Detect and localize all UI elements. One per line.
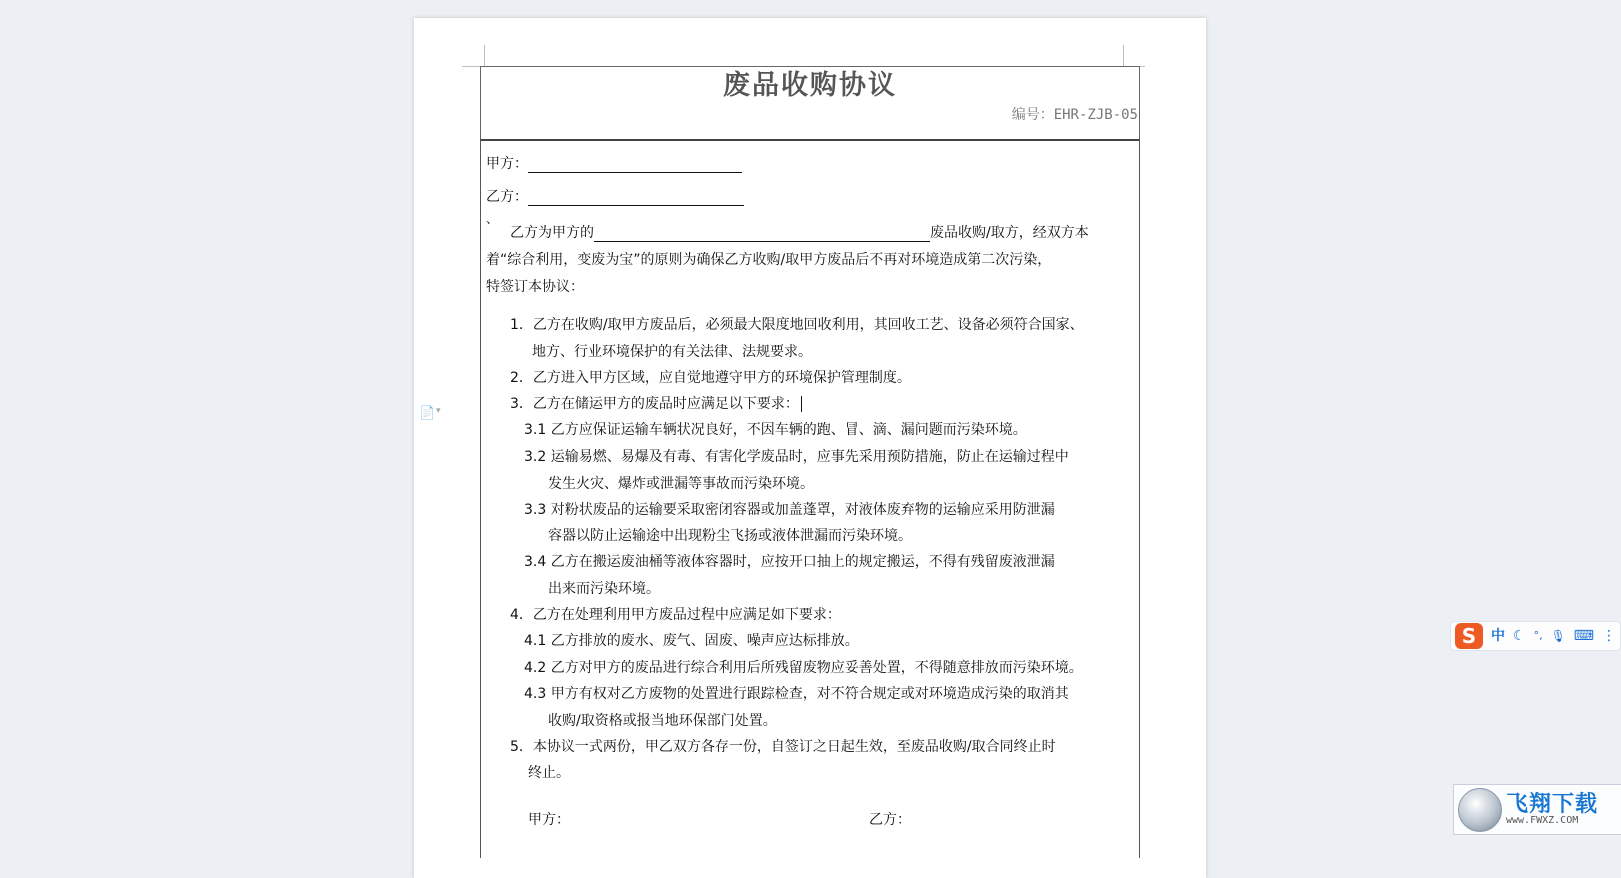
watermark-logo-icon xyxy=(1458,788,1502,832)
clause-3-1[interactable]: 3.1 乙方应保证运输车辆状况良好，不因车辆的跑、冒、滴、漏问题而污染环境。 xyxy=(524,422,1027,438)
keyboard-icon[interactable]: ⌨ xyxy=(1573,628,1595,644)
text-cursor xyxy=(801,396,802,412)
clause-1[interactable]: 1．乙方在收购/取甲方废品后，必须最大限度地回收利用，其回收工艺、设备必须符合国家、 xyxy=(510,317,1084,333)
clause-3-3[interactable]: 3.3 对粉状废品的运输要采取密闭容器或加盖蓬罩，对液体废弃物的运输应采用防泄漏 xyxy=(524,502,1055,518)
clause-3[interactable] xyxy=(510,395,802,413)
clause-3-4-cont[interactable]: 出来而污染环境。 xyxy=(548,581,660,597)
ime-mode-toggle[interactable]: 中 xyxy=(1491,628,1505,644)
clause-4-1[interactable]: 4.1 乙方排放的废水、废气、固废、噪声应达标排放。 xyxy=(524,633,859,649)
clause-5[interactable]: 5．本协议一式两份，甲乙双方各存一份，自签订之日起生效，至废品收购/取合同终止时 xyxy=(510,739,1056,755)
clause-5-cont[interactable]: 终止。 xyxy=(528,765,570,781)
dropdown-arrow-icon[interactable]: ▾ xyxy=(436,406,441,416)
ime-toolbar[interactable] xyxy=(1450,621,1621,651)
intro-text: 废品收购/取方，经双方本 xyxy=(930,225,1089,241)
document-code[interactable]: 编号：EHR-ZJB-05 xyxy=(1011,107,1138,123)
party-b-line[interactable] xyxy=(486,188,744,206)
party-a-label: 甲方： xyxy=(486,156,528,172)
intro-line-3[interactable]: 特签订本协议： xyxy=(486,279,584,295)
sign-party-b[interactable]: 乙方： xyxy=(869,812,911,828)
clause-3-text: 3．乙方在储运甲方的废品时应满足以下要求： xyxy=(510,396,799,412)
clause-4-3[interactable]: 4.3 甲方有权对乙方废物的处置进行跟踪检查，对不符合规定或对环境造成污染的取消其 xyxy=(524,686,1069,702)
moon-icon[interactable]: ☾ xyxy=(1513,628,1526,644)
intro-text: 乙方为甲方的 xyxy=(510,225,594,241)
clause-4-2[interactable]: 4.2 乙方对甲方的废品进行综合利用后所残留废物应妥善处置，不得随意排放而污染环境。 xyxy=(524,660,1083,676)
watermark-url: www.FWXZ.COM xyxy=(1506,815,1579,826)
more-icon[interactable]: ⋮ xyxy=(1602,628,1617,644)
stray-mark: 、 xyxy=(486,212,499,226)
clause-2[interactable]: 2．乙方进入甲方区域，应自觉地遵守甲方的环境保护管理制度。 xyxy=(510,370,911,386)
clause-3-4[interactable]: 3.4 乙方在搬运废油桶等液体容器时，应按开口抽上的规定搬运，不得有残留废液泄漏 xyxy=(524,554,1055,570)
clause-3-2[interactable]: 3.2 运输易燃、易爆及有毒、有害化学废品时，应事先采用预防措施，防止在运输过程中 xyxy=(524,449,1069,465)
clause-3-3-cont[interactable]: 容器以防止运输途中出现粉尘飞扬或液体泄漏而污染环境。 xyxy=(548,528,912,544)
party-b-label: 乙方： xyxy=(486,189,528,205)
microphone-icon[interactable]: 🎙 xyxy=(1550,629,1566,643)
party-a-line[interactable] xyxy=(486,155,742,173)
crop-mark xyxy=(1123,45,1124,67)
party-a-blank[interactable] xyxy=(528,158,742,173)
intro-line-1[interactable] xyxy=(510,224,1089,242)
clause-3-2-cont[interactable]: 发生火灾、爆炸或泄漏等事故而污染环境。 xyxy=(548,476,814,492)
clause-1-cont[interactable]: 地方、行业环境保护的有关法律、法规要求。 xyxy=(532,344,812,360)
clause-4[interactable]: 4．乙方在处理利用甲方废品过程中应满足如下要求： xyxy=(510,607,841,623)
intro-line-2[interactable]: 着“综合利用，变废为宝”的原则为确保乙方收购/取甲方废品后不再对环境造成第二次污染， xyxy=(486,252,1052,268)
sign-party-a[interactable]: 甲方： xyxy=(528,812,570,828)
watermark-title: 飞翔下载 xyxy=(1506,792,1599,817)
paragraph-options-icon[interactable]: 📄 xyxy=(419,406,436,421)
ime-logo-icon[interactable]: S xyxy=(1455,623,1483,649)
clause-4-3-cont[interactable]: 收购/取资格或报当地环保部门处置。 xyxy=(548,713,777,729)
punctuation-icon[interactable]: °, xyxy=(1533,629,1543,642)
crop-mark xyxy=(484,45,485,67)
site-watermark xyxy=(1453,784,1621,835)
party-b-blank[interactable] xyxy=(528,191,744,206)
document-title[interactable]: 废品收购协议 xyxy=(723,70,897,101)
intro-blank[interactable] xyxy=(594,227,930,242)
